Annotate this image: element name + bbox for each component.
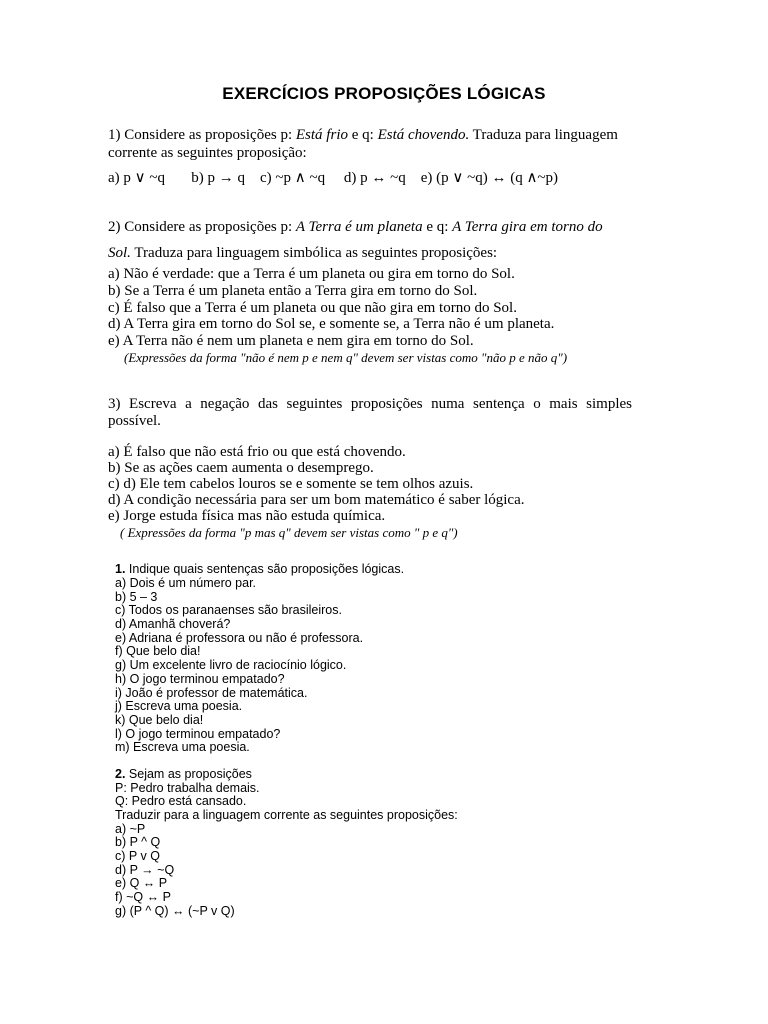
- q2-heading: [115, 768, 252, 782]
- q1-item: g) Um excelente livro de raciocínio lógico.: [115, 658, 347, 672]
- s2-intro: [108, 219, 603, 236]
- s2-intro-text-3: Traduza para linguagem simbólica as seguintes proposições:: [130, 245, 498, 261]
- q1-item: d) Amanhã choverá?: [115, 617, 231, 631]
- s1-prop-p: Está frio: [295, 127, 348, 143]
- q2-item: a) ~P: [115, 822, 146, 836]
- q1-item: i) João é professor de matemática.: [115, 686, 308, 700]
- s1-intro-text: 1) Considere as proposições p:: [108, 127, 296, 143]
- s3-intro: 3) Escreva a negação das seguintes proposições numa sentença o mais simples possível.: [108, 396, 632, 429]
- q2-item: d) P → ~Q: [115, 863, 175, 877]
- q1-item: k) Que belo dia!: [115, 713, 204, 727]
- s1-intro-text-3: Traduza para linguagem: [469, 127, 618, 143]
- s3-item: b) Se as ações caem aumenta o desemprego.: [108, 460, 374, 476]
- s1-intro-line2: corrente as seguintes proposição:: [108, 145, 307, 161]
- s3-item: e) Jorge estuda física mas não estuda química.: [108, 508, 386, 524]
- s1-intro-text-2: e q:: [347, 127, 378, 143]
- q1-item: l) O jogo terminou empatado?: [115, 727, 281, 741]
- q2-line: P: Pedro trabalha demais.: [115, 781, 260, 795]
- s2-item: b) Se a Terra é um planeta então a Terra gira em torno do Sol.: [108, 283, 478, 299]
- q2-number: 2.: [115, 767, 126, 781]
- q1-item: j) Escreva uma poesia.: [115, 699, 243, 713]
- s1-prop-q: Está chovendo.: [377, 127, 470, 143]
- q2-line: Traduzir para a linguagem corrente as seguintes proposições:: [115, 808, 458, 822]
- s1-items: a) p ∨ ~q b) p → q c) ~p ∧ ~q d) p ↔ ~q e) (p ∨ ~q) ↔ (q ∧~p): [108, 170, 559, 186]
- s2-item: e) A Terra não é nem um planeta e nem gira em torno do Sol.: [108, 333, 474, 349]
- q2-item: f) ~Q ↔ P: [115, 890, 171, 904]
- q1-heading-text: Indique quais sentenças são proposições lógicas.: [125, 562, 405, 576]
- q2-heading-text: Sejam as proposições: [125, 767, 252, 781]
- s2-prop-q-cont: Sol.: [108, 245, 131, 261]
- q1-number: 1.: [115, 562, 126, 576]
- s2-item: c) É falso que a Terra é um planeta ou que não gira em torno do Sol.: [108, 300, 517, 316]
- q2-item: e) Q ↔ P: [115, 876, 168, 890]
- s2-item: a) Não é verdade: que a Terra é um planeta ou gira em torno do Sol.: [108, 266, 515, 282]
- q2-item: g) (P ^ Q) ↔ (~P v Q): [115, 904, 235, 918]
- q1-item: c) Todos os paranaenses são brasileiros.: [115, 603, 342, 617]
- q1-item: a) Dois é um número par.: [115, 576, 257, 590]
- s3-note: ( Expressões da forma "p mas q" devem ser vistas como " p e q"): [120, 525, 458, 540]
- q1-heading: [115, 563, 404, 577]
- q1-item: h) O jogo terminou empatado?: [115, 672, 285, 686]
- s2-intro-line2: [108, 245, 497, 262]
- s2-prop-q: A Terra gira em torno do: [452, 219, 603, 235]
- q1-item: e) Adriana é professora ou não é professora.: [115, 631, 364, 645]
- s3-item: d) A condição necessária para ser um bom matemático é saber lógica.: [108, 492, 525, 508]
- q1-item: b) 5 – 3: [115, 590, 158, 604]
- q2-item: c) P v Q: [115, 849, 160, 863]
- q2-item: b) P ^ Q: [115, 835, 161, 849]
- s2-item: d) A Terra gira em torno do Sol se, e somente se, a Terra não é um planeta.: [108, 316, 555, 332]
- q1-item: m) Escreva uma poesia.: [115, 740, 250, 754]
- s3-item: c) d) Ele tem cabelos louros se e somente se tem olhos azuis.: [108, 476, 474, 492]
- s2-prop-p: A Terra é um planeta: [295, 219, 423, 235]
- q2-line: Q: Pedro está cansado.: [115, 794, 247, 808]
- q1-item: f) Que belo dia!: [115, 644, 201, 658]
- s3-item: a) É falso que não está frio ou que está chovendo.: [108, 444, 406, 460]
- s2-note: (Expressões da forma "não é nem p e nem q" devem ser vistas como "não p e não q"): [124, 350, 568, 365]
- page-title: EXERCÍCIOS PROPOSIÇÕES LÓGICAS: [222, 84, 546, 103]
- s2-intro-text-2: e q:: [422, 219, 453, 235]
- s1-intro: [108, 127, 618, 144]
- s2-intro-text: 2) Considere as proposições p:: [108, 219, 296, 235]
